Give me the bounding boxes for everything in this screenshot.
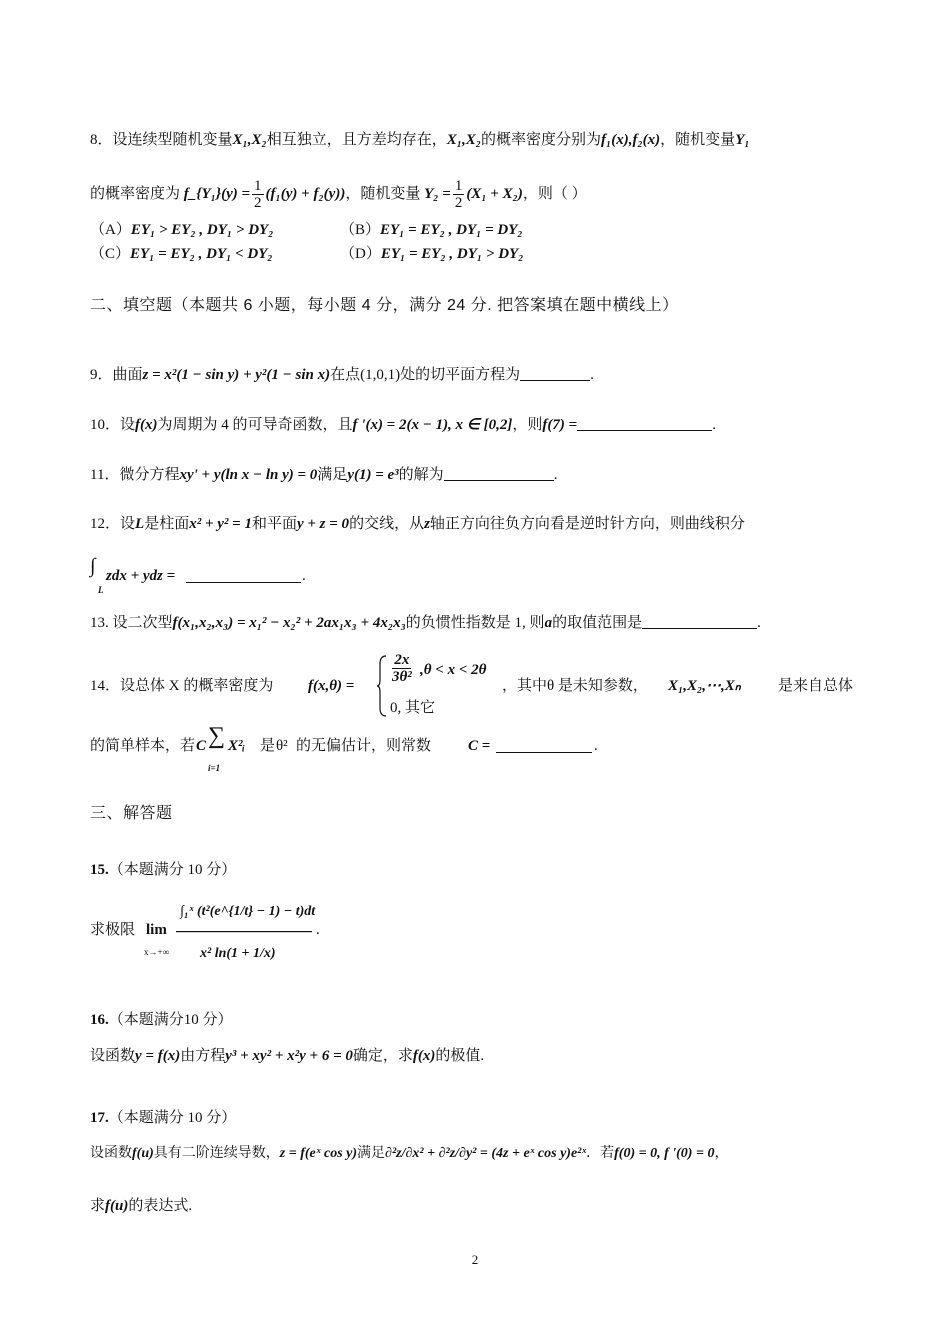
- q13-text: 的取值范围是: [552, 615, 643, 631]
- q17-z: z = f(eˣ cos y): [279, 1146, 358, 1161]
- q11-line: [90, 464, 865, 485]
- q11-expr: xy' + y(ln x − ln y) = 0: [179, 467, 318, 483]
- q17-score: （本题满分 10 分）: [108, 1110, 237, 1126]
- q17-text: ，: [714, 1146, 729, 1161]
- q17-text: 设函数: [90, 1146, 132, 1161]
- q17-fu: f(u): [132, 1146, 154, 1161]
- q10-text: 为周期为 4 的可导奇函数，且: [157, 417, 353, 433]
- q10-f: f(x): [135, 417, 158, 433]
- q14-line2: [90, 723, 865, 776]
- q8-text: 8．设连续型随机变量: [90, 132, 233, 148]
- left-brace-icon: [376, 654, 388, 718]
- fraction-bar: [176, 931, 312, 933]
- q10-f7: f(7) =: [542, 417, 578, 433]
- q16-number: 16.: [90, 1012, 109, 1028]
- period: .: [302, 568, 306, 584]
- q14-text: 是来自总体: [778, 678, 854, 694]
- option-expr: EY₁ = EY₂ , DY₁ = DY₂: [380, 222, 523, 238]
- q17-cond: f(0) = 0, f '(0) = 0: [614, 1146, 715, 1161]
- q8-text: ，随机变量: [345, 185, 421, 202]
- fraction-denominator: 2: [254, 195, 262, 211]
- q14-text: ，其中θ 是未知参数，: [502, 678, 648, 694]
- q14-sample: X₁,X₂,⋯,Xₙ: [668, 678, 741, 694]
- period: .: [316, 922, 320, 938]
- fraction-numerator: 1: [454, 178, 463, 194]
- q10-text: ，则: [512, 417, 543, 433]
- q17-fu: f(u): [105, 1198, 129, 1214]
- sum-lower-limit: i=1: [208, 763, 221, 773]
- fraction-numerator: 2x: [394, 652, 410, 668]
- q17-number: 17.: [90, 1110, 109, 1126]
- option-label: （D）: [340, 246, 381, 262]
- q8-densities: f₁(x),f₂(x): [600, 132, 661, 148]
- q9-answer-blank[interactable]: [520, 364, 590, 381]
- q8-y1: Y₁: [735, 132, 750, 148]
- q9-text: 9．曲面: [90, 367, 143, 383]
- q9-expr: z = x²(1 − sin y) + y²(1 − sin x): [142, 367, 331, 383]
- q14-answer-blank[interactable]: [496, 736, 592, 753]
- q8-text: ，随机变量: [660, 132, 736, 148]
- sum-sign: ∑: [208, 723, 226, 749]
- q14-f: f(x,θ) =: [308, 678, 355, 694]
- q10-answer-blank[interactable]: [577, 414, 712, 431]
- q12-integrand: zdx + ydz =: [106, 568, 176, 584]
- q16-f: f(x): [412, 1048, 436, 1064]
- fraction-numerator: 1: [254, 178, 262, 194]
- q8-half-fraction: [252, 178, 264, 211]
- option-label: （A）: [90, 222, 131, 238]
- q8-text: 的概率密度为: [90, 185, 181, 202]
- q12-text: 是柱面: [144, 516, 190, 532]
- q13-line: [90, 612, 865, 633]
- option-label: （C）: [90, 246, 131, 262]
- page-number: 2: [471, 1252, 479, 1267]
- q16-score: （本题满分10 分）: [108, 1012, 233, 1028]
- q15-header: [90, 860, 865, 880]
- q15-number: 15.: [90, 862, 109, 878]
- q8-fy1: f_{Y₁}(y) =: [183, 185, 251, 202]
- q15-denominator: x² ln(1 + 1/x): [200, 946, 276, 961]
- q11-text: 11．微分方程: [90, 467, 180, 483]
- q14-case2: 0, 其它: [390, 700, 436, 716]
- q10-expr: f '(x) = 2(x − 1), x ∈ [0,2]: [352, 417, 513, 433]
- q12-text: 和平面: [251, 516, 297, 532]
- q16-text: 由方程: [180, 1048, 226, 1064]
- q11-cond: y(1) = e³: [347, 467, 399, 483]
- q11-answer-blank[interactable]: [444, 464, 554, 481]
- q14-text: 14．设总体 X 的概率密度为: [90, 678, 274, 694]
- q8-vars: X₁,X₂: [446, 132, 481, 148]
- q8-option-c: [90, 244, 340, 264]
- q16-header: [90, 1010, 865, 1030]
- q17-body: [90, 1144, 865, 1164]
- period: .: [757, 615, 761, 631]
- q8-line1: [90, 130, 865, 150]
- q12-text: 12．设: [90, 516, 136, 532]
- q12-line1: [90, 514, 865, 534]
- q10-line: [90, 414, 865, 435]
- q14-text: 是: [260, 738, 276, 754]
- q12-answer-blank[interactable]: [186, 566, 301, 583]
- q9-line: [90, 364, 865, 385]
- q17-line2: [90, 1196, 865, 1216]
- q17-text: 求: [90, 1198, 106, 1214]
- period: .: [594, 738, 598, 754]
- q13-text: 13. 设二次型: [90, 615, 173, 631]
- q17-text: 具有二阶连续导数，: [153, 1146, 280, 1161]
- fraction-denominator: 2: [454, 195, 463, 211]
- q9-text: 在点: [330, 367, 361, 383]
- q9-text: 处的切平面方程为: [400, 367, 521, 383]
- q11-text: 的解为: [398, 467, 444, 483]
- q8-text: ，则（ ）: [522, 185, 587, 202]
- option-expr: EY₁ = EY₂ , DY₁ > DY₂: [380, 246, 524, 262]
- q8-option-b: [340, 220, 590, 240]
- q12-L: L: [135, 516, 145, 532]
- q14-case1-cond: ,θ < x < 2θ: [420, 662, 487, 678]
- section-2-heading: 二、填空题（本题共 6 小题，每小题 4 分，满分 24 分. 把答案填在题中横线上）: [90, 297, 679, 314]
- q15-numerator: ∫₁ˣ (t²(e^{1/t} − 1) − t)dt: [180, 904, 316, 919]
- q16-y: y = f(x): [135, 1048, 181, 1064]
- q15-lim-sub: x→+∞: [144, 947, 169, 957]
- section-3-heading: 三、解答题: [90, 805, 173, 822]
- q15-score: （本题满分 10 分）: [108, 862, 237, 878]
- q8-vars: X₁,X₂: [232, 132, 267, 148]
- q14-C: C =: [468, 738, 491, 754]
- q14-line1: [90, 650, 865, 722]
- q12-line2: [90, 555, 865, 595]
- option-expr: EY₁ = EY₂ , DY₁ < DY₂: [130, 246, 273, 262]
- q16-text: 确定，求: [352, 1048, 413, 1064]
- integral-sign: ∫: [90, 555, 96, 577]
- q8-option-a: [90, 220, 340, 240]
- q16-text: 设函数: [90, 1048, 136, 1064]
- period: .: [553, 467, 558, 483]
- q16-body: [90, 1046, 865, 1066]
- integral-subscript: L: [98, 585, 104, 595]
- q12-z: z: [424, 516, 430, 532]
- q14-case1-fraction: [390, 652, 414, 685]
- option-label: （B）: [340, 222, 381, 238]
- q8-option-d: [340, 244, 590, 264]
- q14-theta2: θ²: [276, 738, 288, 754]
- q14-c: C: [196, 738, 207, 754]
- q13-expr: f(x₁,x₂,x₃) = x₁² − x₂² + 2ax₁x₃ + 4x₂x₃: [172, 615, 406, 631]
- q14-text: 的简单样本，若: [90, 738, 196, 754]
- q8-y2: Y₂ =: [424, 185, 451, 202]
- q8-y2-rest: (X₁ + X₂): [466, 185, 523, 202]
- option-expr: EY₁ > EY₂ , DY₁ > DY₂: [130, 222, 274, 238]
- q17-text: ．若: [586, 1146, 615, 1161]
- q8-text: 的概率密度分别为: [480, 132, 601, 148]
- q13-text: 的负惯性指数是 1, 则: [405, 615, 545, 631]
- q12-cylinder: x² + y² = 1: [189, 516, 252, 532]
- period: .: [712, 417, 716, 433]
- q8-fy1-rest: (f₁(y) + f₂(y)): [265, 185, 346, 202]
- q8-half-fraction-2: [453, 178, 465, 211]
- q13-answer-blank[interactable]: [642, 612, 757, 629]
- q8-text: 相互独立，且方差均存在，: [266, 132, 447, 148]
- q10-text: 10．设: [90, 417, 136, 433]
- q17-text: 满足: [357, 1146, 386, 1161]
- q11-text: 满足: [317, 467, 348, 483]
- q12-plane: y + z = 0: [296, 516, 350, 532]
- q14-sum-term: X²ᵢ: [228, 738, 246, 754]
- q12-text: 轴正方向往负方向看是逆时针方向，则曲线积分: [429, 516, 745, 532]
- q15-lim: lim: [146, 922, 167, 938]
- q9-point: (1,0,1): [360, 367, 401, 383]
- q8-line2: [90, 178, 865, 211]
- q13-a: a: [544, 615, 553, 631]
- fraction-denominator: 3θ²: [392, 669, 412, 685]
- q16-text: 的极值.: [435, 1048, 485, 1064]
- q17-pde: ∂²z/∂x² + ∂²z/∂y² = (4z + eˣ cos y)e²ˣ: [385, 1146, 587, 1161]
- q16-expr: y³ + xy² + x²y + 6 = 0: [225, 1048, 353, 1064]
- period: .: [590, 367, 594, 383]
- q15-body: [90, 896, 865, 976]
- q15-text: 求极限: [90, 922, 136, 938]
- q17-text: 的表达式.: [128, 1198, 193, 1214]
- q12-text: 的交线，从: [349, 516, 425, 532]
- q14-text: 的无偏估计，则常数: [296, 738, 432, 754]
- q17-header: [90, 1108, 865, 1128]
